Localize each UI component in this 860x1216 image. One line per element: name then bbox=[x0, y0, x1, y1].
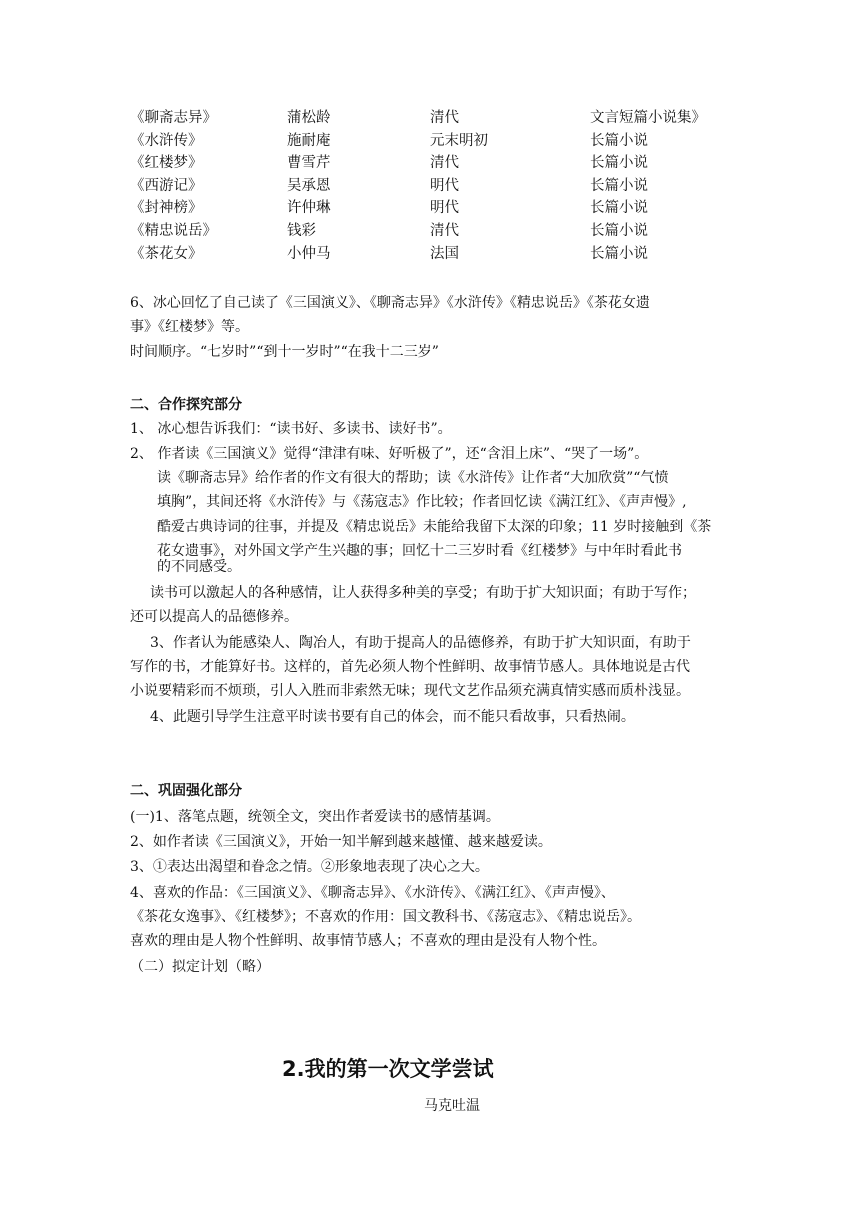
coop-line: 的不同感受。 bbox=[157, 559, 241, 575]
book-genre: 长篇小说 bbox=[590, 245, 648, 262]
coop-line: 填胸”，其间还将《水浒传》与《荡寇志》作比较；作者回忆读《满江红》、《声声慢》, bbox=[157, 494, 687, 510]
book-era: 清代 bbox=[430, 222, 459, 239]
book-era: 明代 bbox=[430, 200, 459, 217]
book-era: 清代 bbox=[430, 110, 459, 126]
book-row bbox=[130, 151, 750, 174]
coop-line: 读《聊斋志异》给作者的作文有很大的帮助；读《水浒传》让作者“大加欣赏”“气愤 bbox=[157, 470, 669, 486]
book-era: 法国 bbox=[430, 245, 459, 262]
book-author: 曹雪芹 bbox=[287, 155, 331, 172]
coop-line: 花女遗事》，对外国文学产生兴趣的事；回忆十二三岁时看《红楼梦》与中年时看此书 bbox=[157, 543, 682, 559]
coop-line: 还可以提高人的品德修养。 bbox=[130, 609, 298, 625]
coop-line: 4、此题引导学生注意平时读书要有自己的体会，而不能只看故事，只看热闹。 bbox=[150, 709, 635, 725]
book-author: 蒲松龄 bbox=[287, 110, 331, 126]
consolidate-line: 3、①表达出渴望和眷念之情。②形象地表现了决心之大。 bbox=[130, 859, 489, 875]
book-genre: 长篇小说 bbox=[590, 222, 648, 239]
book-row bbox=[130, 106, 750, 129]
book-title: 《茶花女》 bbox=[130, 245, 203, 262]
book-genre: 文言短篇小说集》 bbox=[590, 110, 706, 126]
coop-line: 小说要精彩而不烦琐，引人入胜而非索然无味；现代文艺作品须充满真情实感而质朴浅显。 bbox=[130, 683, 690, 699]
consolidate-line: 喜欢的理由是人物个性鲜明、故事情节感人；不喜欢的理由是没有人物个性。 bbox=[130, 933, 606, 949]
book-title: 《聊斋志异》 bbox=[130, 110, 217, 126]
coop-line: 3、作者认为能感染人、陶冶人，有助于提高人的品德修养，有助于扩大知识面，有助于 bbox=[150, 635, 691, 651]
section-heading-consolidate: 二、巩固强化部分 bbox=[130, 783, 242, 799]
book-row bbox=[130, 174, 750, 197]
q6-line: 6、冰心回忆了自己读了《三国演义》、《聊斋志异》《水浒传》《精忠说岳》《茶花女遗 bbox=[130, 295, 650, 311]
book-author: 施耐庵 bbox=[287, 132, 331, 149]
book-row bbox=[130, 219, 750, 242]
book-genre: 长篇小说 bbox=[590, 155, 648, 172]
book-genre: 长篇小说 bbox=[590, 200, 648, 217]
book-title: 《封神榜》 bbox=[130, 200, 203, 217]
book-row bbox=[130, 196, 750, 219]
book-title: 《水浒传》 bbox=[130, 132, 203, 149]
coop-line: 读书可以激起人的各种感情，让人获得多种美的享受；有助于扩大知识面；有助于写作； bbox=[150, 585, 696, 601]
consolidate-line: （二）拟定计划（略） bbox=[130, 959, 270, 975]
consolidate-line: 4、喜欢的作品：《三国演义》、《聊斋志异》、《水浒传》、《满江红》、《声声慢》、 bbox=[130, 885, 615, 901]
coop-line: 1、 冰心想告诉我们：“读书好、多读书、读好书”。 bbox=[130, 421, 452, 437]
book-title: 《西游记》 bbox=[130, 177, 203, 194]
book-genre: 长篇小说 bbox=[590, 132, 648, 149]
book-era: 元末明初 bbox=[430, 132, 488, 149]
q6-line: 事》《红楼梦》等。 bbox=[130, 319, 249, 335]
coop-line: 酷爱古典诗词的往事，并提及《精忠说岳》未能给我留下太深的印象；11 岁时接触到《茶 bbox=[157, 519, 712, 535]
book-title: 《精忠说岳》 bbox=[130, 222, 217, 239]
book-genre: 长篇小说 bbox=[590, 177, 648, 194]
book-row bbox=[130, 129, 750, 152]
coop-line: 写作的书，才能算好书。这样的，首先必须人物个性鲜明、故事情节感人。具体地说是古代 bbox=[130, 659, 690, 675]
consolidate-line: 2、如作者读《三国演义》，开始一知半解到越来越懂、越来越爱读。 bbox=[130, 834, 552, 850]
q6-line: 时间顺序。“七岁时”“到十一岁时”“在我十二三岁” bbox=[130, 344, 439, 360]
book-author: 吴承恩 bbox=[287, 177, 331, 194]
book-era: 清代 bbox=[430, 155, 459, 172]
section-heading-coop: 二、合作探究部分 bbox=[130, 397, 242, 413]
book-table bbox=[130, 106, 750, 264]
lesson-author: 马克吐温 bbox=[424, 1098, 480, 1114]
book-author: 小仲马 bbox=[287, 245, 331, 262]
book-author: 钱彩 bbox=[287, 222, 316, 239]
consolidate-line: 《茶花女逸事》、《红楼梦》；不喜欢的作用：国文教科书、《荡寇志》、《精忠说岳》。 bbox=[130, 909, 641, 925]
book-author: 许仲琳 bbox=[287, 200, 331, 217]
consolidate-line: (一)1、落笔点题，统领全文，突出作者爱读书的感情基调。 bbox=[130, 809, 500, 825]
book-title: 《红楼梦》 bbox=[130, 155, 203, 172]
book-era: 明代 bbox=[430, 177, 459, 194]
book-row bbox=[130, 242, 750, 265]
coop-line: 2、 作者读《三国演义》觉得“津津有味、好听极了”，还“含泪上床”、“哭了一场”。 bbox=[130, 446, 649, 462]
lesson-title: 2.我的第一次文学尝试 bbox=[282, 1057, 494, 1081]
